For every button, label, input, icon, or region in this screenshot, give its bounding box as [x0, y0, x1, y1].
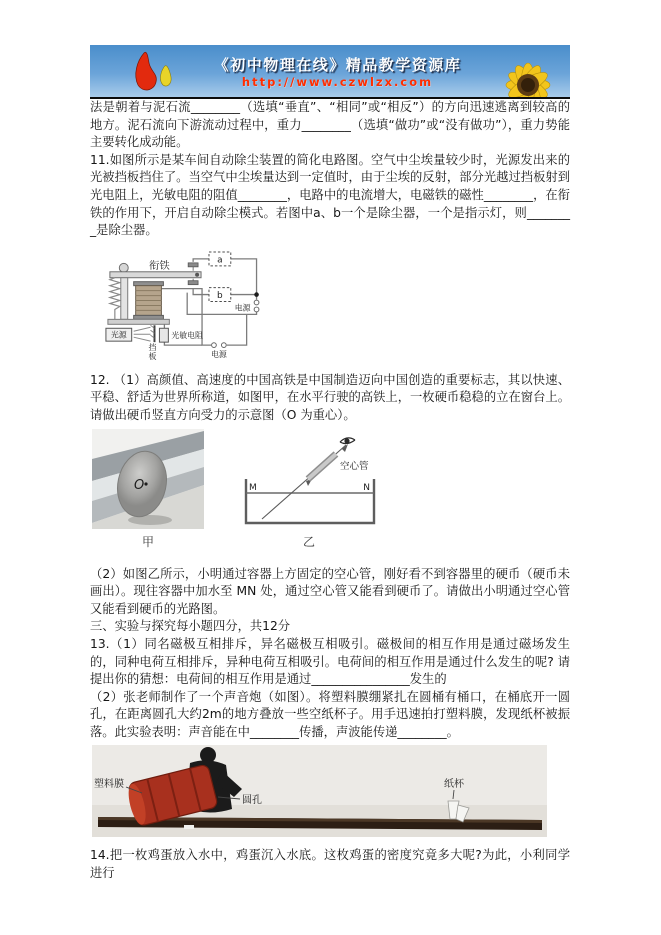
device-box-b-label: b — [217, 290, 223, 301]
battery-bottom — [212, 342, 227, 347]
caption-yi: 乙 — [302, 534, 315, 549]
coin-on-windowsill-photo — [92, 429, 204, 529]
section-3-header: 三、实验与探究每小题四分，共12分 — [90, 619, 291, 634]
battery-right-label: 电源 — [234, 303, 251, 313]
question-12-2: （2）如图乙所示，小明通过容器上方固定的空心管，刚好看不到容器里的硬币（硬币未画出）。现往容器中加水至 MN 处，通过空心管又能看到硬币了。请做出小明通过空心管又能看到硬币的光路图。 — [90, 566, 570, 616]
question-13-1: 13.（1）同名磁极互相排斥，异名磁极互相吸引。磁极间的相互作用是通过磁场发生的，同种电荷互相排斥，异种电荷互相吸引。电荷间的相互作用是通过什么发生的呢? 请提出你的猜想：电荷间的相互作用是通过________________发生的 — [90, 636, 570, 687]
photoresistor — [159, 328, 168, 342]
sunflower-icon — [484, 51, 570, 99]
question-12-1: 12. （1）高颜值、高速度的中国高铁是中国制造迈向中国创造的重要标志，其以快速、平稳、舒适为世界所称道，如图甲，在水平行驶的高铁上，一枚硬币稳稳的立在窗台上。请做出硬币竖直方向受力的示意图（O 为重心）。 — [90, 372, 570, 422]
hollow-tube-container-diagram — [234, 429, 384, 529]
armature-label: 衔铁 — [149, 259, 170, 272]
light-rays — [134, 327, 151, 341]
site-url-link[interactable]: http://www.czwlzx.com — [241, 74, 434, 89]
battery-bottom-label: 电源 — [210, 349, 227, 359]
caption-jia: 甲 — [141, 534, 154, 549]
baffle-label-2: 板 — [148, 351, 157, 361]
membrane-label: 塑料膜 — [94, 779, 124, 791]
banner-text-block — [185, 45, 490, 97]
battery-right — [254, 300, 259, 312]
point-m-label: M — [249, 482, 257, 493]
hollow-tube — [308, 454, 336, 479]
dust-removal-circuit-diagram — [98, 245, 316, 361]
question-13-2: （2）张老师制作了一个声音炮（如图）。将塑料膜绷紧扎在圆桶有桶口，在桶底开一圆孔，在距离圆孔大约2m的地方叠放一些空纸杯子。用手迅速拍打塑料膜，发现纸杯被振落。此实验表明：声音能在中________传播，声波能传递________。 — [90, 689, 570, 739]
baffle — [151, 325, 155, 342]
photoresistor-label: 光敏电阻 — [171, 330, 203, 340]
site-title: 《初中物理在线》精品教学资源库 — [213, 55, 462, 74]
question-14: 14.把一枚鸡蛋放入水中，鸡蛋沉入水底。这枚鸡蛋的密度究竟多大呢?为此，小利同学进行 — [90, 848, 570, 881]
hollow-tube-label: 空心管 — [340, 460, 369, 472]
coin-center-label: O — [134, 477, 145, 493]
support-post — [121, 277, 128, 319]
point-n-label: N — [363, 482, 370, 493]
junction-dot — [254, 292, 259, 297]
eye-icon — [340, 437, 355, 443]
baffle-label-1: 挡 — [148, 342, 157, 352]
base-plate — [108, 319, 169, 324]
site-banner — [90, 45, 570, 99]
flame-logo-icon — [122, 47, 184, 97]
light-source-label: 光源 — [110, 330, 127, 340]
spring — [110, 277, 120, 320]
device-box-a-label: a — [217, 255, 223, 266]
question-10-tail: 法是朝着与泥石流________（选填“垂直”、“相同”或“相反”）的方向迅速逃离到较高的地方。泥石流向下游流动过程中，重力________（选填“做功”或“没有做功”），重力势能主要转化成动能。 — [90, 100, 570, 150]
cups-label: 纸杯 — [444, 779, 464, 791]
question-11: 11.如图所示是某车间自动除尘装置的简化电路图。空气中尘埃量较少时，光源发出来的光被挡板挡住了。当空气中尘埃量达到一定值时，由于尘埃的反射，部分光越过挡板射到光电阻上，光敏电阻的阻值________，电路中的电流增大，电磁铁的磁性________，在衔铁的作用下，开启自动除尘模式。若图中a、b一个是除尘器，一个是指示灯，则________是除尘器。 — [90, 152, 570, 238]
hole-label: 圆孔 — [242, 795, 262, 807]
electromagnet-coil — [134, 281, 164, 319]
sound-cannon-photo — [92, 745, 547, 837]
